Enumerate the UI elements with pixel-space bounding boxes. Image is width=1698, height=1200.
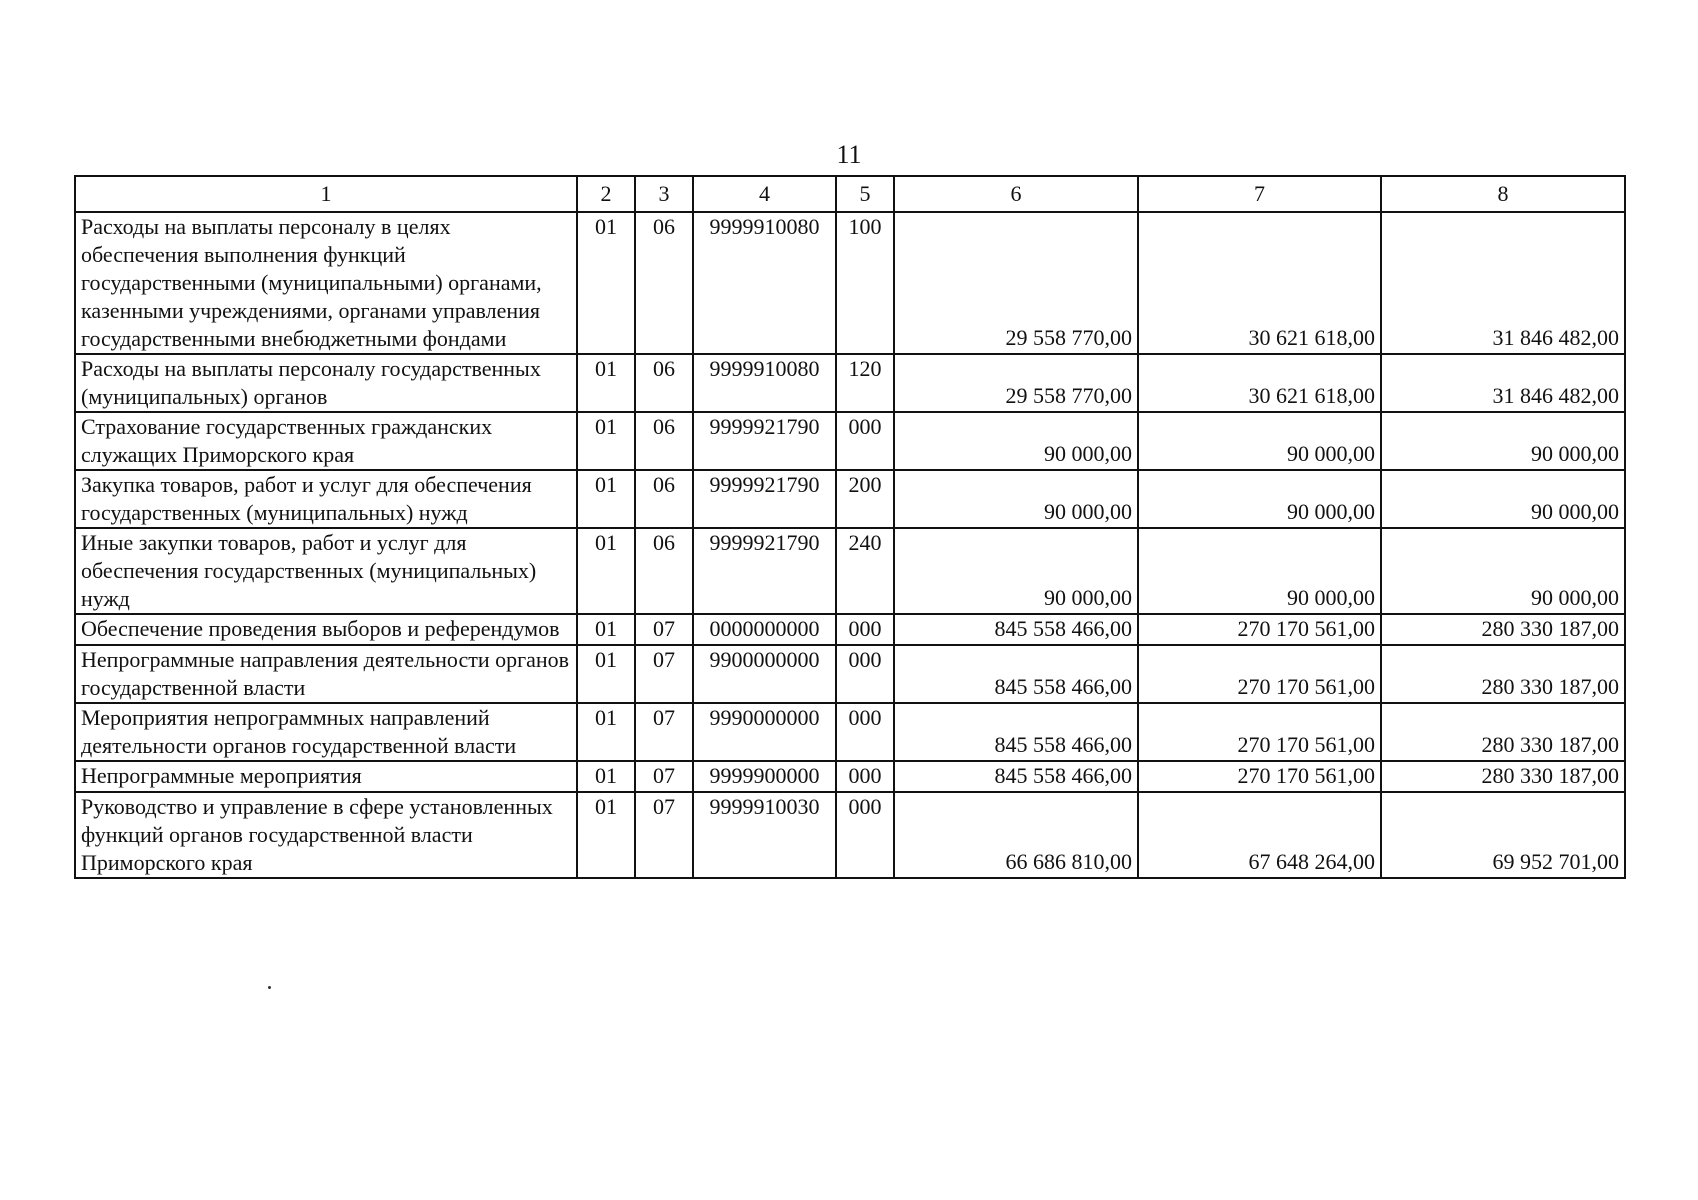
table-row xyxy=(75,645,1625,703)
amount-year1-cell: 29 558 770,00 xyxy=(894,212,1138,354)
page-number: 11 xyxy=(836,140,862,169)
amount-year3-cell: 280 330 187,00 xyxy=(1381,645,1625,703)
column-header: 7 xyxy=(1138,176,1381,212)
expense-name-cell: Обеспечение проведения выборов и референдумов xyxy=(75,614,577,645)
section-code-cell: 01 xyxy=(577,792,635,878)
amount-year3-cell: 90 000,00 xyxy=(1381,470,1625,528)
section-code-cell: 01 xyxy=(577,212,635,354)
target-article-cell: 9999921790 xyxy=(693,412,836,470)
amount-year1-cell: 845 558 466,00 xyxy=(894,645,1138,703)
table-row xyxy=(75,528,1625,614)
target-article-cell: 9999921790 xyxy=(693,470,836,528)
column-header: 5 xyxy=(836,176,894,212)
amount-year1-cell: 29 558 770,00 xyxy=(894,354,1138,412)
expense-name-cell: Расходы на выплаты персоналу в целях обеспечения выполнения функций государственными (муниципальными) органами, казенными учреждениями, органами управления государственными внебюджетными фондами xyxy=(75,212,577,354)
amount-year3-cell: 280 330 187,00 xyxy=(1381,614,1625,645)
expense-name-cell: Мероприятия непрограммных направлений деятельности органов государственной власти xyxy=(75,703,577,761)
section-code-cell: 01 xyxy=(577,645,635,703)
amount-year1-cell: 90 000,00 xyxy=(894,412,1138,470)
target-article-cell: 9999910030 xyxy=(693,792,836,878)
column-header: 1 xyxy=(75,176,577,212)
amount-year2-cell: 90 000,00 xyxy=(1138,412,1381,470)
column-header: 8 xyxy=(1381,176,1625,212)
amount-year1-cell: 90 000,00 xyxy=(894,528,1138,614)
expense-type-cell: 240 xyxy=(836,528,894,614)
subsection-code-cell: 06 xyxy=(635,528,693,614)
column-header: 3 xyxy=(635,176,693,212)
table-row xyxy=(75,212,1625,354)
subsection-code-cell: 07 xyxy=(635,761,693,792)
expense-type-cell: 120 xyxy=(836,354,894,412)
expense-name-cell: Непрограммные направления деятельности органов государственной власти xyxy=(75,645,577,703)
subsection-code-cell: 07 xyxy=(635,614,693,645)
amount-year3-cell: 280 330 187,00 xyxy=(1381,761,1625,792)
expense-name-cell: Руководство и управление в сфере установленных функций органов государственной власти Приморского края xyxy=(75,792,577,878)
amount-year2-cell: 270 170 561,00 xyxy=(1138,761,1381,792)
expense-name-cell: Закупка товаров, работ и услуг для обеспечения государственных (муниципальных) нужд xyxy=(75,470,577,528)
amount-year2-cell: 67 648 264,00 xyxy=(1138,792,1381,878)
amount-year1-cell: 845 558 466,00 xyxy=(894,614,1138,645)
subsection-code-cell: 06 xyxy=(635,354,693,412)
target-article-cell: 9900000000 xyxy=(693,645,836,703)
table-row xyxy=(75,703,1625,761)
column-header: 2 xyxy=(577,176,635,212)
amount-year2-cell: 270 170 561,00 xyxy=(1138,645,1381,703)
expense-type-cell: 000 xyxy=(836,614,894,645)
expense-type-cell: 000 xyxy=(836,645,894,703)
subsection-code-cell: 07 xyxy=(635,645,693,703)
amount-year2-cell: 30 621 618,00 xyxy=(1138,212,1381,354)
subsection-code-cell: 07 xyxy=(635,792,693,878)
section-code-cell: 01 xyxy=(577,703,635,761)
amount-year2-cell: 270 170 561,00 xyxy=(1138,703,1381,761)
amount-year2-cell: 90 000,00 xyxy=(1138,528,1381,614)
subsection-code-cell: 06 xyxy=(635,470,693,528)
expense-name-cell: Иные закупки товаров, работ и услуг для обеспечения государственных (муниципальных) нужд xyxy=(75,528,577,614)
subsection-code-cell: 06 xyxy=(635,212,693,354)
amount-year1-cell: 66 686 810,00 xyxy=(894,792,1138,878)
scan-speck xyxy=(268,986,271,989)
amount-year3-cell: 31 846 482,00 xyxy=(1381,354,1625,412)
subsection-code-cell: 06 xyxy=(635,412,693,470)
expense-name-cell: Непрограммные мероприятия xyxy=(75,761,577,792)
amount-year3-cell: 31 846 482,00 xyxy=(1381,212,1625,354)
table-row xyxy=(75,412,1625,470)
column-header: 6 xyxy=(894,176,1138,212)
amount-year1-cell: 845 558 466,00 xyxy=(894,761,1138,792)
table-row xyxy=(75,792,1625,878)
target-article-cell: 9990000000 xyxy=(693,703,836,761)
expense-type-cell: 200 xyxy=(836,470,894,528)
section-code-cell: 01 xyxy=(577,354,635,412)
table-row xyxy=(75,614,1625,645)
target-article-cell: 0000000000 xyxy=(693,614,836,645)
target-article-cell: 9999910080 xyxy=(693,212,836,354)
section-code-cell: 01 xyxy=(577,412,635,470)
section-code-cell: 01 xyxy=(577,761,635,792)
target-article-cell: 9999900000 xyxy=(693,761,836,792)
amount-year3-cell: 90 000,00 xyxy=(1381,412,1625,470)
amount-year3-cell: 69 952 701,00 xyxy=(1381,792,1625,878)
table-row xyxy=(75,354,1625,412)
table-row xyxy=(75,761,1625,792)
budget-table xyxy=(74,175,1626,879)
header-row xyxy=(75,176,1625,212)
expense-type-cell: 100 xyxy=(836,212,894,354)
expense-type-cell: 000 xyxy=(836,761,894,792)
expense-type-cell: 000 xyxy=(836,412,894,470)
expense-type-cell: 000 xyxy=(836,792,894,878)
table-row xyxy=(75,470,1625,528)
target-article-cell: 9999910080 xyxy=(693,354,836,412)
amount-year2-cell: 270 170 561,00 xyxy=(1138,614,1381,645)
amount-year2-cell: 90 000,00 xyxy=(1138,470,1381,528)
expense-type-cell: 000 xyxy=(836,703,894,761)
amount-year2-cell: 30 621 618,00 xyxy=(1138,354,1381,412)
subsection-code-cell: 07 xyxy=(635,703,693,761)
amount-year3-cell: 280 330 187,00 xyxy=(1381,703,1625,761)
amount-year1-cell: 90 000,00 xyxy=(894,470,1138,528)
section-code-cell: 01 xyxy=(577,470,635,528)
amount-year1-cell: 845 558 466,00 xyxy=(894,703,1138,761)
target-article-cell: 9999921790 xyxy=(693,528,836,614)
section-code-cell: 01 xyxy=(577,614,635,645)
section-code-cell: 01 xyxy=(577,528,635,614)
expense-name-cell: Расходы на выплаты персоналу государственных (муниципальных) органов xyxy=(75,354,577,412)
amount-year3-cell: 90 000,00 xyxy=(1381,528,1625,614)
expense-name-cell: Страхование государственных гражданских служащих Приморского края xyxy=(75,412,577,470)
column-header: 4 xyxy=(693,176,836,212)
